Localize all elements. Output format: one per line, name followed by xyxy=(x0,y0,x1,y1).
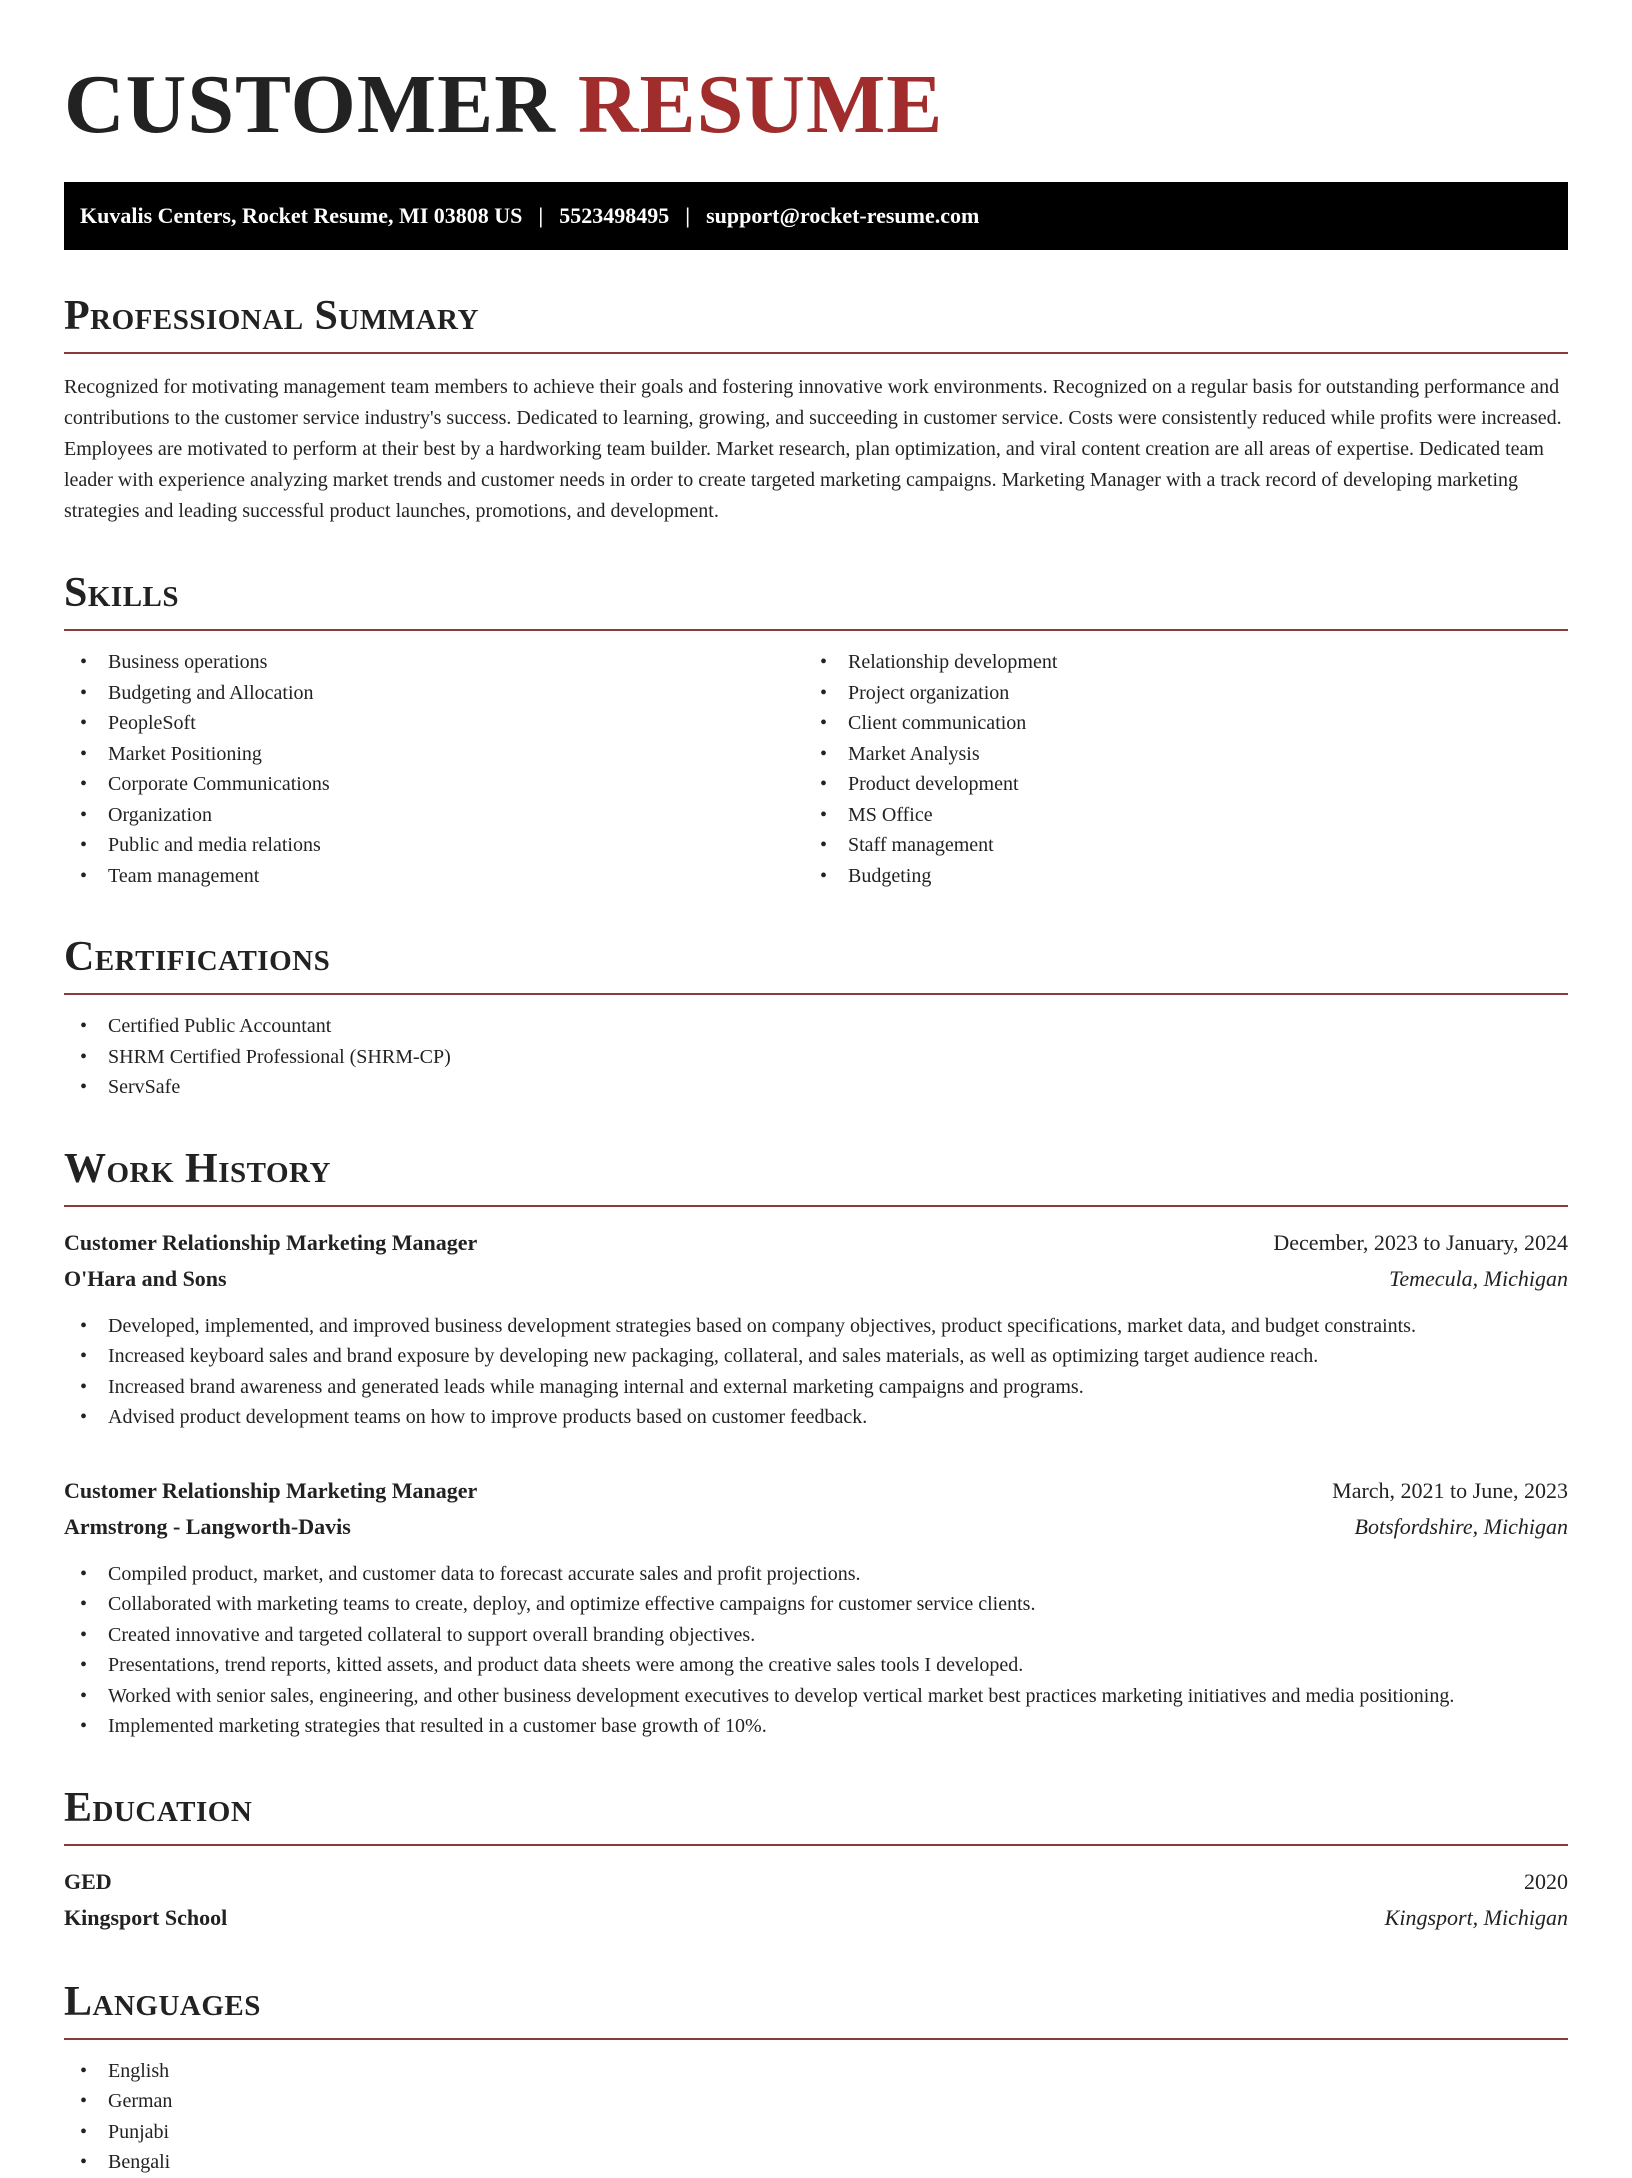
summary-heading: Professional Summary xyxy=(64,293,479,339)
resume-title xyxy=(64,0,1568,152)
skills-list-left xyxy=(64,647,804,891)
section-divider xyxy=(64,1844,1568,1846)
language-item: • Punjabi xyxy=(64,2117,1568,2148)
job-bullets xyxy=(64,1559,1568,1742)
job-company-row xyxy=(64,1261,1568,1297)
skill-item: • Public and media relations xyxy=(64,830,804,861)
contact-bar xyxy=(64,182,1568,250)
work-history-heading: Work History xyxy=(64,1145,331,1192)
section-divider xyxy=(64,2038,1568,2040)
contact-separator: | xyxy=(538,203,544,228)
title-accent: RESUME xyxy=(577,58,944,151)
skill-item: • Corporate Communications xyxy=(64,769,804,800)
skill-item: • Product development xyxy=(804,769,1544,800)
job-bullet: • Increased brand awareness and generated leads while managing internal and external marketing campaigns and programs. xyxy=(64,1372,1568,1403)
job-location: Temecula, Michigan xyxy=(1389,1265,1568,1291)
skill-item: • PeopleSoft xyxy=(64,708,804,739)
job-company: O'Hara and Sons xyxy=(64,1265,227,1291)
job-bullet: • Created innovative and targeted collateral to support overall branding objectives. xyxy=(64,1620,1568,1651)
skill-item: • Client communication xyxy=(804,708,1544,739)
certifications-list xyxy=(64,1011,1568,1103)
languages-section xyxy=(64,1980,1568,2178)
job-entry xyxy=(64,1225,1568,1433)
summary-text: Recognized for motivating management team members to achieve their goals and fostering innovative work environments. Recognized on a regular basis for outstanding performance and contributions to the customer service industry's success. Dedicated to learning, growing, and succeeding in customer service. Costs were consistently reduced while profits were increased. Employees are motivated to perform at their best by a hardworking team builder. Market research, plan optimization, and viral content creation are all areas of expertise. Dedicated team leader with experience analyzing market trends and customer needs in order to create targeted marketing campaigns. Marketing Manager with a track record of developing marketing strategies and leading successful product launches, promotions, and development. xyxy=(64,376,1562,522)
skill-item: • Budgeting and Allocation xyxy=(64,678,804,709)
section-divider xyxy=(64,1205,1568,1207)
skill-item: • Project organization xyxy=(804,678,1544,709)
skill-item: • Staff management xyxy=(804,830,1544,861)
skill-item: • Market Analysis xyxy=(804,739,1544,770)
job-bullet: • Compiled product, market, and customer data to forecast accurate sales and profit projections. xyxy=(64,1559,1568,1590)
languages-heading: Languages xyxy=(64,1978,261,2025)
skill-item: • Budgeting xyxy=(804,861,1544,892)
job-title: Customer Relationship Marketing Manager xyxy=(64,1229,478,1255)
contact-phone: 5523498495 xyxy=(559,203,670,228)
education-entry xyxy=(64,1864,1568,1936)
job-title-row xyxy=(64,1225,1568,1261)
languages-list xyxy=(64,2056,1568,2178)
certifications-heading: Certifications xyxy=(64,934,331,980)
education-school: Kingsport School xyxy=(64,1904,228,1930)
certification-item: • SHRM Certified Professional (SHRM-CP) xyxy=(64,1042,1568,1073)
education-section xyxy=(64,1786,1568,1936)
skill-item: • MS Office xyxy=(804,800,1544,831)
skill-item: • Business operations xyxy=(64,647,804,678)
job-bullet: • Worked with senior sales, engineering, and other business development executives to develop vertical market best practices marketing initiatives and media positioning. xyxy=(64,1681,1568,1712)
title-main: CUSTOMER xyxy=(64,58,556,151)
skill-item: • Team management xyxy=(64,861,804,892)
skill-item: • Organization xyxy=(64,800,804,831)
job-entry xyxy=(64,1473,1568,1742)
job-company-row xyxy=(64,1509,1568,1545)
certification-item: • Certified Public Accountant xyxy=(64,1011,1568,1042)
job-bullet: • Developed, implemented, and improved business development strategies based on company objectives, product specifications, market data, and budget constraints. xyxy=(64,1311,1568,1342)
contact-separator: | xyxy=(685,203,691,228)
skills-list-right xyxy=(804,647,1544,891)
education-school-row xyxy=(64,1900,1568,1936)
skills-section xyxy=(64,571,1568,891)
education-degree: GED xyxy=(64,1868,112,1894)
skill-item: • Market Positioning xyxy=(64,739,804,770)
section-divider xyxy=(64,993,1568,995)
education-heading: Education xyxy=(64,1784,253,1831)
job-location: Botsfordshire, Michigan xyxy=(1354,1513,1568,1539)
job-dates: March, 2021 to June, 2023 xyxy=(1332,1477,1568,1503)
education-degree-row xyxy=(64,1864,1568,1900)
job-company: Armstrong - Langworth-Davis xyxy=(64,1513,351,1539)
job-title-row xyxy=(64,1473,1568,1509)
job-bullets xyxy=(64,1311,1568,1433)
language-item: • German xyxy=(64,2086,1568,2117)
language-item: • English xyxy=(64,2056,1568,2087)
job-bullet: • Advised product development teams on how to improve products based on customer feedback. xyxy=(64,1402,1568,1433)
job-bullet: • Implemented marketing strategies that resulted in a customer base growth of 10%. xyxy=(64,1711,1568,1742)
certifications-section xyxy=(64,935,1568,1103)
skill-item: • Relationship development xyxy=(804,647,1544,678)
certification-item: • ServSafe xyxy=(64,1072,1568,1103)
skills-columns xyxy=(64,631,1568,891)
education-year: 2020 xyxy=(1524,1868,1568,1894)
job-dates: December, 2023 to January, 2024 xyxy=(1273,1229,1568,1255)
job-bullet: • Collaborated with marketing teams to create, deploy, and optimize effective campaigns for customer service clients. xyxy=(64,1589,1568,1620)
job-bullet: • Increased keyboard sales and brand exposure by developing new packaging, collateral, and sales materials, as well as optimizing target audience reach. xyxy=(64,1341,1568,1372)
contact-email: support@rocket-resume.com xyxy=(706,203,980,228)
skills-heading: Skills xyxy=(64,570,180,616)
job-bullet: • Presentations, trend reports, kitted assets, and product data sheets were among the creative sales tools I developed. xyxy=(64,1650,1568,1681)
job-title: Customer Relationship Marketing Manager xyxy=(64,1477,478,1503)
contact-address: Kuvalis Centers, Rocket Resume, MI 03808 US xyxy=(80,203,523,228)
language-item: • Bengali xyxy=(64,2147,1568,2178)
education-location: Kingsport, Michigan xyxy=(1384,1904,1568,1930)
section-divider xyxy=(64,352,1568,354)
work-history-section xyxy=(64,1147,1568,1742)
summary-section xyxy=(64,294,1568,527)
